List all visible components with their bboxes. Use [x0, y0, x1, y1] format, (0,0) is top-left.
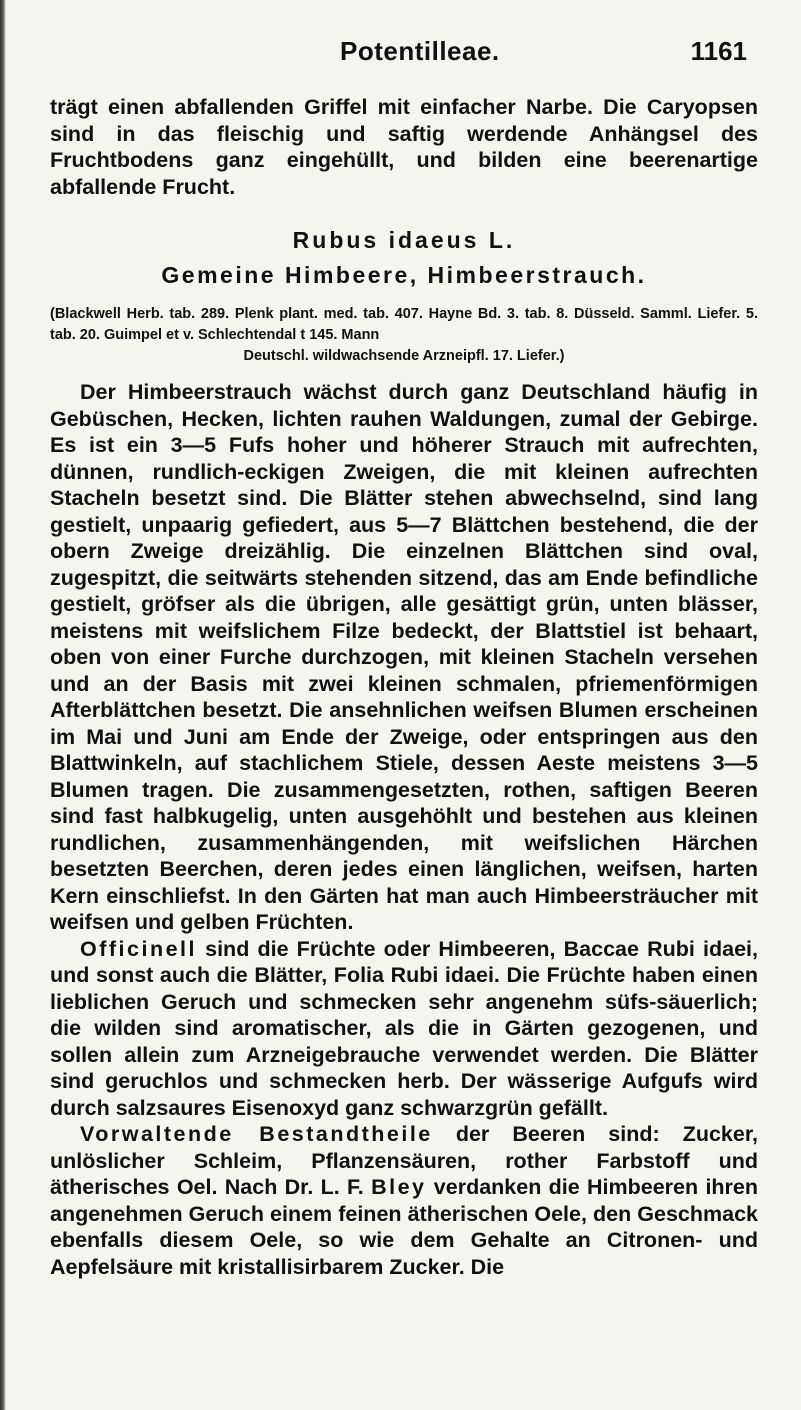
constituents-text-1: der Beeren sind: Zucker, unlöslicher Schleim, Pflanzensäuren, rother Farbstoff und ätherisches Oel. Nach Dr. L. F.	[50, 1122, 758, 1199]
officinal-paragraph	[50, 936, 758, 1122]
constituents-lead: Vorwaltende Bestandtheile	[80, 1122, 433, 1146]
constituents-text-2: verdanken die Himbeeren ihren angenehmen Geruch einem feinen ätherischen Oele, den Geschmack ebenfalls diesem Oele, so wie dem Gehalte an Citronen- und Aepfelsäure mit kristallisirbarem Zucker. Die	[50, 1175, 759, 1279]
species-latin-name: Rubus idaeus L.	[292, 227, 516, 253]
constituents-paragraph	[50, 1121, 758, 1280]
author-name: Bley	[371, 1175, 427, 1199]
page-header	[0, 36, 801, 76]
references-line-1: (Blackwell Herb. tab. 289. Plenk plant. med. tab. 407. Hayne Bd. 3. tab. 8. Düsseld. Samml. Liefer. 5. tab. 20. Guimpel et v. Schlechtendal t 145. Mann	[50, 306, 758, 343]
references-line-2: Deutschl. wildwachsende Arzneipfl. 17. Liefer.)	[243, 348, 565, 364]
officinal-text: sind die Früchte oder Himbeeren, Baccae Rubi idaei, und sonst auch die Blätter, Folia Rubi idaei. Die Früchte haben einen lieblichen Geruch und schmecken sehr angenehm süfs-säuerlich; die wilden sind aromatischer, als die in Gärten gezogenen, und sollen allein zum Arzneigebrauche verwendet werden. Die Blätter sind geruchlos und schmecken herb. Der wässerige Aufgufs wird durch salzsaures Eisenoxyd ganz schwarzgrün gefällt.	[50, 936, 758, 1120]
references	[50, 304, 758, 367]
officinal-lead: Officinell	[80, 936, 197, 961]
binding-edge	[0, 0, 6, 1410]
description-paragraph: Der Himbeerstrauch wächst durch ganz Deutschland häufig in Gebüschen, Hecken, lichten rauhen Waldungen, zumal der Gebirge. Es ist ein 3—5 Fufs hoher und höherer Strauch mit aufrechten, dünnen, rundlich-eckigen Zweigen, die mit kleinen aufrechten Stacheln besetzt sind. Die Blätter stehen abwechselnd, sind lang gestielt, unpaarig gefiedert, aus 5—7 Blättchen bestehend, die der obern Zweige dreizählig. Die einzelnen Blättchen sind oval, zugespitzt, die seitwärts stehenden sitzend, das am Ende befindliche gestielt, gröfser als die übrigen, alle gesättigt grün, unten blässer, meistens mit weifslichem Filze bedeckt, der Blattstiel ist behaart, oben von einer Furche durchzogen, mit kleinen Stacheln versehen und an der Basis mit zwei kleinen schmalen, pfriemenförmigen Afterblättchen besetzt. Die ansehnlichen weifsen Blumen erscheinen im Mai und Juni am Ende der Zweige, oder entspringen aus den Blattwinkeln, auf stachlichem Stiele, dessen Aeste meistens 3—5 Blumen tragen. Die zusammengesetzten, rothen, saftigen Beeren sind fast halbkugelig, unten ausgehöhlt und bestehen aus kleinen rundlichen, zusammenhängenden, mit weifslichen Härchen besetzten Beerchen, deren jedes einen länglichen, weifsen, harten Kern einschliefst. In den Gärten hat man auch Himbeersträucher mit weifsen und gelben Früchten.	[50, 380, 758, 934]
intro-paragraph: trägt einen abfallenden Griffel mit einfacher Narbe. Die Caryopsen sind in das fleischig und saftig werdende Anhängsel des Fruchtbodens ganz eingehüllt, und bilden eine beerenartige abfallende Frucht.	[50, 95, 758, 199]
species-common-name: Gemeine Himbeere, Himbeerstrauch.	[161, 262, 647, 288]
running-head: Potentilleae.	[340, 36, 500, 66]
page-number: 1161	[690, 36, 747, 66]
page-body	[50, 94, 758, 1280]
